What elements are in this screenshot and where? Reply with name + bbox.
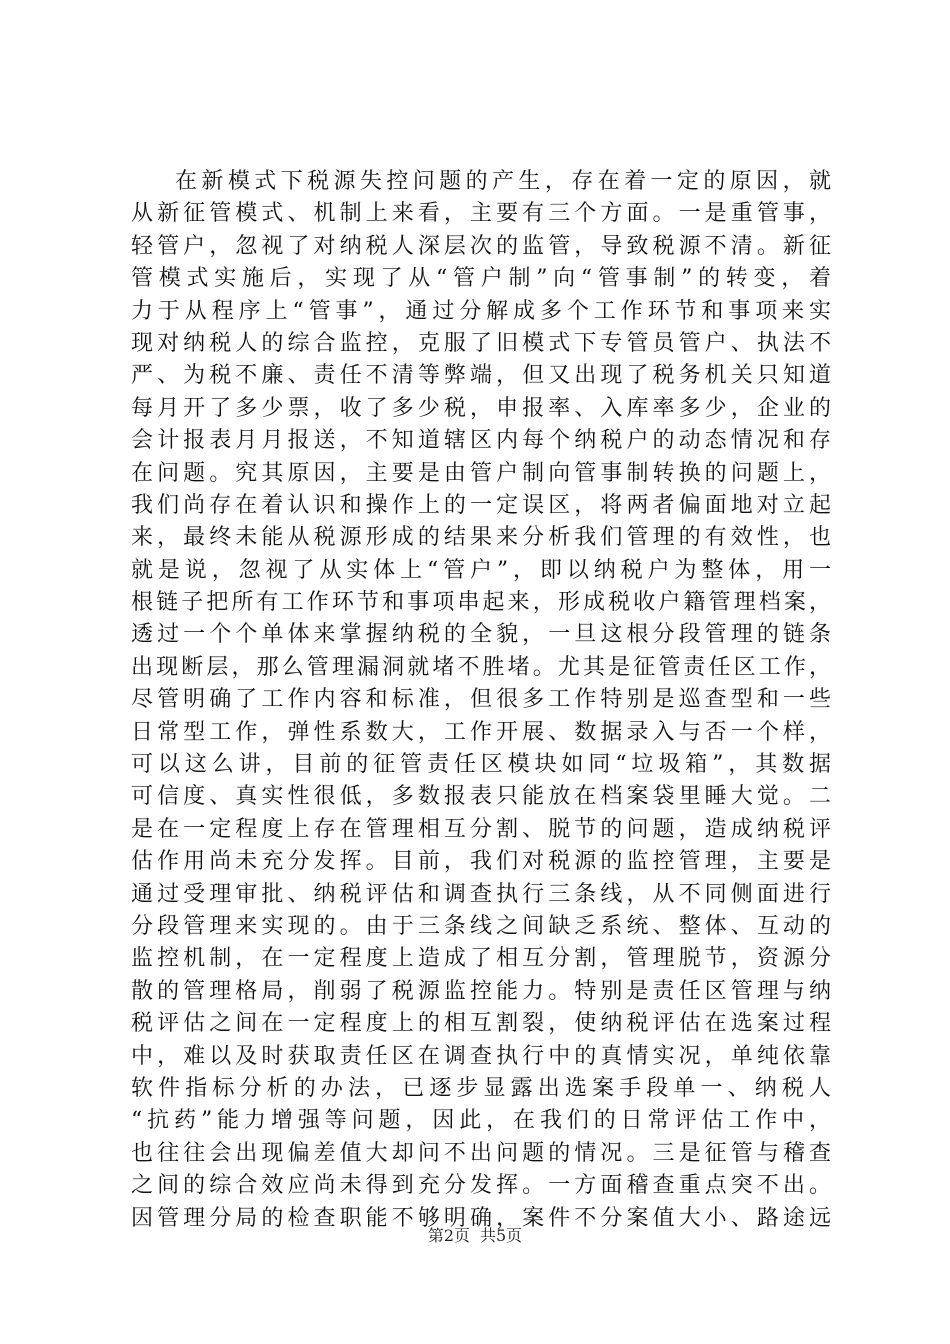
text-line: “抗药”能力增强等问题，因此，在我们的日常评估工作中， bbox=[131, 1108, 831, 1134]
text-line: 透过一个个单体来掌握纳税的全貌，一旦这根分段管理的链条 bbox=[131, 622, 831, 648]
text-line: 就是说，忽视了从实体上“管户”，即以纳税户为整体，用一 bbox=[131, 557, 831, 583]
body-paragraph bbox=[131, 166, 831, 1235]
text-line: 税评估之间在一定程度上的相互割裂，使纳税评估在选案过程 bbox=[131, 1011, 831, 1037]
text-line: 软件指标分析的办法，已逐步显露出选案手段单一、纳税人 bbox=[131, 1075, 831, 1101]
text-line: 严、为税不廉、责任不清等弊端，但又出现了税务机关只知道 bbox=[131, 363, 831, 389]
page-total: 共5页 bbox=[480, 1226, 523, 1245]
text-line: 可以这么讲，目前的征管责任区模块如同“垃圾箱”，其数据 bbox=[131, 752, 831, 778]
text-line: 轻管户，忽视了对纳税人深层次的监管，导致税源不清。新征 bbox=[131, 233, 831, 259]
page-number: 第2页 bbox=[427, 1226, 470, 1245]
text-line: 之间的综合效应尚未得到充分发挥。一方面稽查重点突不出。 bbox=[131, 1173, 831, 1199]
text-line: 在问题。究其原因，主要是由管户制向管事制转换的问题上， bbox=[131, 460, 831, 486]
text-line: 监控机制，在一定程度上造成了相互分割，管理脱节，资源分 bbox=[131, 946, 831, 972]
text-line: 我们尚存在着认识和操作上的一定误区，将两者偏面地对立起 bbox=[131, 492, 831, 518]
text-line: 分段管理来实现的。由于三条线之间缺乏系统、整体、互动的 bbox=[131, 913, 831, 939]
page-footer bbox=[0, 1225, 950, 1247]
text-line: 每月开了多少票，收了多少税，申报率、入库率多少，企业的 bbox=[131, 395, 831, 421]
text-line: 散的管理格局，削弱了税源监控能力。特别是责任区管理与纳 bbox=[131, 978, 831, 1004]
text-line: 出现断层，那么管理漏洞就堵不胜堵。尤其是征管责任区工作， bbox=[131, 654, 831, 680]
text-line: 日常型工作，弹性系数大，工作开展、数据录入与否一个样， bbox=[131, 719, 831, 745]
text-line: 来，最终未能从税源形成的结果来分析我们管理的有效性，也 bbox=[131, 525, 831, 551]
text-line: 中，难以及时获取责任区在调查执行中的真情实况，单纯依靠 bbox=[131, 1043, 831, 1069]
text-line: 可信度、真实性很低，多数报表只能放在档案袋里睡大觉。二 bbox=[131, 784, 831, 810]
text-line: 力于从程序上“管事”，通过分解成多个工作环节和事项来实 bbox=[131, 298, 831, 324]
text-line: 现对纳税人的综合监控，克服了旧模式下专管员管户、执法不 bbox=[131, 330, 831, 356]
text-line: 在新模式下税源失控问题的产生，存在着一定的原因，就 bbox=[175, 169, 831, 194]
text-line: 会计报表月月报送，不知道辖区内每个纳税户的动态情况和存 bbox=[131, 428, 831, 454]
text-line: 管模式实施后，实现了从“管户制”向“管事制”的转变，着 bbox=[131, 266, 831, 292]
text-line: 因管理分局的检查职能不够明确，案件不分案值大小、路途远 bbox=[131, 1205, 831, 1231]
text-line: 从新征管模式、机制上来看，主要有三个方面。一是重管事， bbox=[131, 201, 831, 227]
text-line: 根链子把所有工作环节和事项串起来，形成税收户籍管理档案， bbox=[131, 590, 831, 616]
text-line: 也往往会出现偏差值大却问不出问题的情况。三是征管与稽查 bbox=[131, 1140, 831, 1166]
text-line: 估作用尚未充分发挥。目前，我们对税源的监控管理，主要是 bbox=[131, 849, 831, 875]
text-line: 是在一定程度上存在管理相互分割、脱节的问题，造成纳税评 bbox=[131, 816, 831, 842]
text-line: 尽管明确了工作内容和标准，但很多工作特别是巡查型和一些 bbox=[131, 687, 831, 713]
text-line: 通过受理审批、纳税评估和调查执行三条线，从不同侧面进行 bbox=[131, 881, 831, 907]
